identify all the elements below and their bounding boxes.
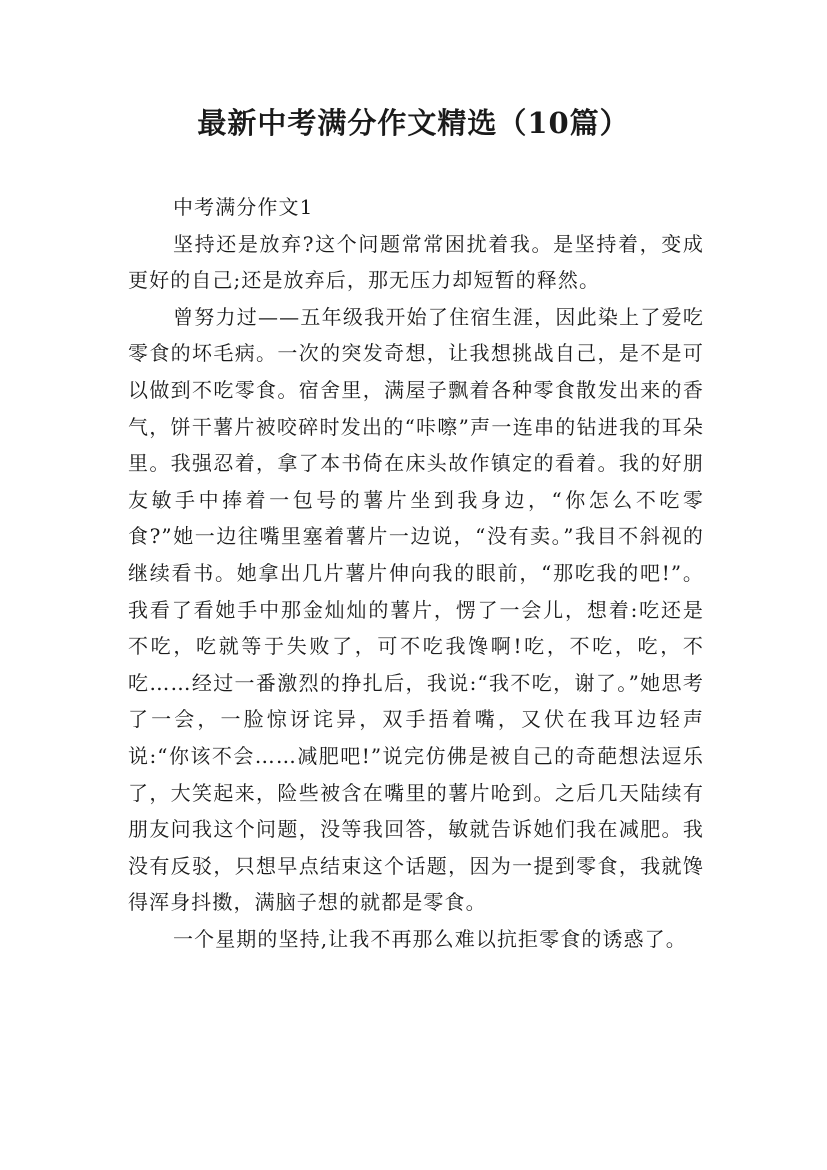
document-body [128,189,704,957]
section-heading: 中考满分作文1 [173,195,314,219]
paragraph: 一个星期的坚持,让我不再那么难以抗拒零食的诱惑了。 [173,926,687,951]
paragraph: 坚持还是放弃?这个问题常常困扰着我。是坚持着，变成更好的自己;还是放弃后，那无压力却短暂的释然。 [128,231,704,293]
document-title: 最新中考满分作文精选（10篇） [197,106,630,140]
paragraph: 曾努力过——五年级我开始了住宿生涯，因此染上了爱吃零食的坏毛病。一次的突发奇想，让我想挑战自己，是不是可以做到不吃零食。宿舍里，满屋子飘着各种零食散发出来的香气，饼干薯片被咬碎时发出的“咔嚓”声一连串的钻进我的耳朵里。我强忍着，拿了本书倚在床头故作镇定的看着。我的好朋友敏手中捧着一包号的薯片坐到我身边，“你怎么不吃零食?”她一边往嘴里塞着薯片一边说，“没有卖。”我目不斜视的继续看书。她拿出几片薯片伸向我的眼前，“那吃我的吧!”。我看了看她手中那金灿灿的薯片，愣了一会儿，想着:吃还是不吃，吃就等于失败了，可不吃我馋啊!吃，不吃，吃，不吃……经过一番激烈的挣扎后，我说:“我不吃，谢了。”她思考了一会，一脸惊讶诧异，双手捂着嘴，又伏在我耳边轻声说:“你该不会……减肥吧!”说完仿佛是被自己的奇葩想法逗乐了，大笑起来，险些被含在嘴里的薯片呛到。之后几天陆续有朋友问我这个问题，没等我回答，敏就告诉她们我在减肥。我没有反驳，只想早点结束这个话题，因为一提到零食，我就馋得浑身抖擞，满脑子想的就都是零食。 [128,304,704,915]
